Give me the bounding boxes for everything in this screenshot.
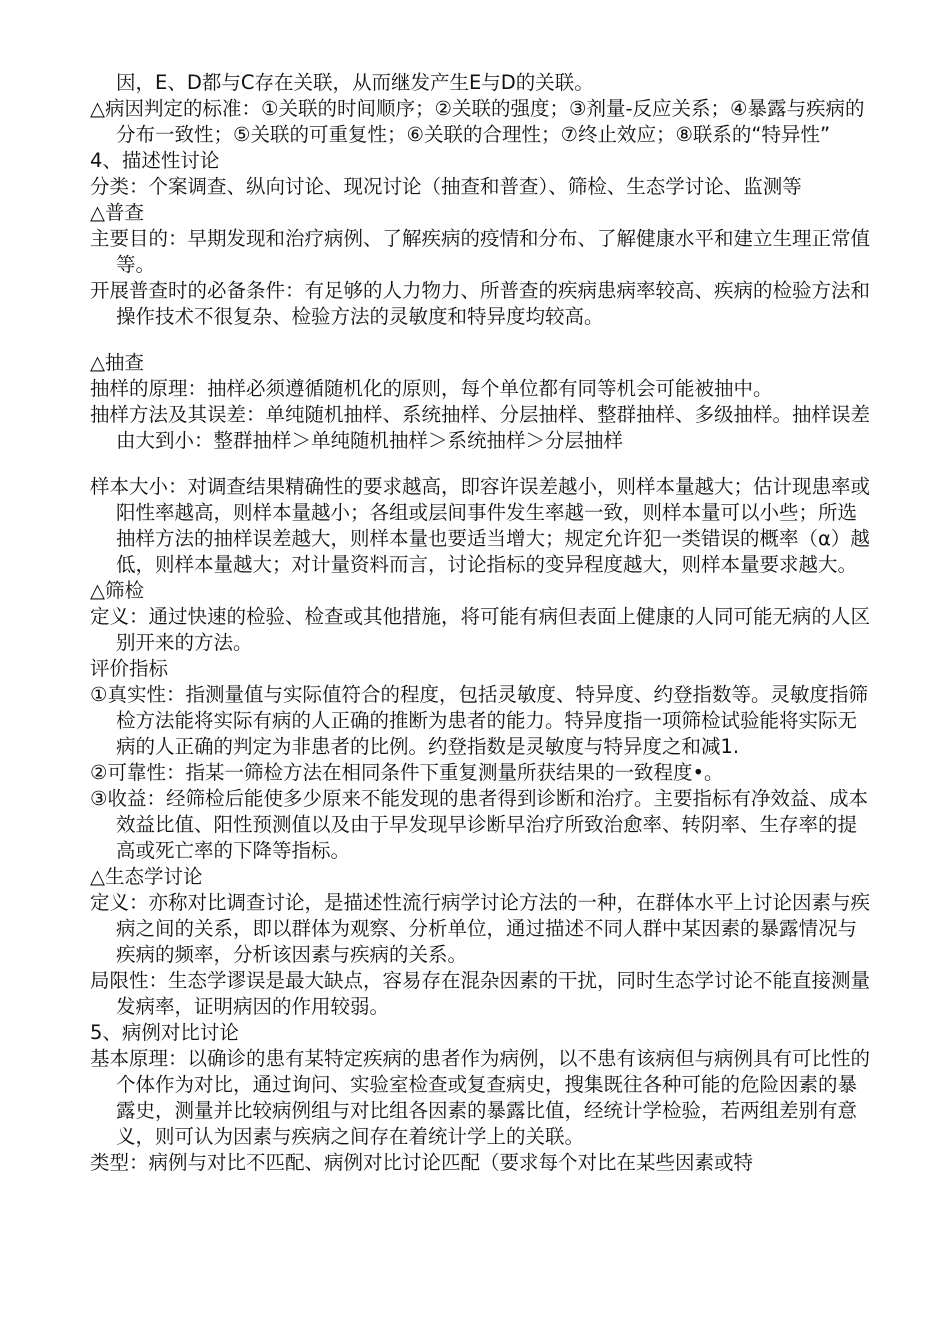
paragraph: 因，E、D都与C存在关联，从而继发产生E与D的关联。 <box>116 71 594 94</box>
section-heading: △筛检 <box>90 579 144 602</box>
section-heading: 5、病例对比讨论 <box>90 1021 239 1044</box>
paragraph: 局限性：生态学谬误是最大缺点，容易存在混杂因素的干扰，同时生态学讨论不能直接测量发病率，证明病因的作用较弱。 <box>90 969 871 1018</box>
document-page <box>90 70 870 1176</box>
paragraph: 样本大小：对调查结果精确性的要求越高，即容许误差越小，则样本量越大；估计现患率或阳性率越高，则样本量越小；各组或层间事件发生率越一致，则样本量可以小些；所选抽样方法的抽样误差越大，则样本量也要适当增大；规定允许犯一类错误的概率（α）越低，则样本量越大；对计量资料而言，讨论指标的变异程度越大，则样本量要求越大。 <box>90 475 871 576</box>
paragraph: ①真实性：指测量值与实际值符合的程度，包括灵敏度、特异度、约登指数等。灵敏度指筛检方法能将实际有病的人正确的推断为患者的能力。特异度指一项筛检试验能将实际无病的人正确的判定为非患者的比例。约登指数是灵敏度与特异度之和减1. <box>90 683 868 758</box>
section-heading: △抽查 <box>90 351 144 374</box>
paragraph: 定义：通过快速的检验、检查或其他措施，将可能有病但表面上健康的人同可能无病的人区别开来的方法。 <box>90 605 871 654</box>
paragraph: 基本原理：以确诊的患有某特定疾病的患者作为病例，以不患有该病但与病例具有可比性的个体作为对比，通过询问、实验室检查或复查病史，搜集既往各种可能的危险因素的暴露史，测量并比较病例组与对比组各因素的暴露比值，经统计学检验，若两组差别有意义，则可认为因素与疾病之间存在着统计学上的关联。 <box>90 1047 871 1148</box>
paragraph: 抽样方法及其误差：单纯随机抽样、系统抽样、分层抽样、整群抽样、多级抽样。抽样误差由大到小：整群抽样＞单纯随机抽样＞系统抽样＞分层抽样 <box>90 403 871 452</box>
paragraph: 定义：亦称对比调查讨论，是描述性流行病学讨论方法的一种，在群体水平上讨论因素与疾病之间的关系，即以群体为观察、分析单位，通过描述不同人群中某因素的暴露情况与疾病的频率，分析该因素与疾病的关系。 <box>90 891 871 966</box>
section-heading: 4、描述性讨论 <box>90 149 220 172</box>
paragraph: 开展普查时的必备条件：有足够的人力物力、所普查的疾病患病率较高、疾病的检验方法和操作技术不很复杂、检验方法的灵敏度和特异度均较高。 <box>90 279 871 328</box>
paragraph: 类型：病例与对比不匹配、病例对比讨论匹配（要求每个对比在某些因素或特 <box>90 1151 754 1174</box>
paragraph: △病因判定的标准：①关联的时间顺序；②关联的强度；③剂量-反应关系；④暴露与疾病的分布一致性；⑤关联的可重复性；⑥关联的合理性；⑦终止效应；⑧联系的“特异性” <box>90 97 865 146</box>
spacer <box>90 330 870 350</box>
paragraph: 分类：个案调查、纵向讨论、现况讨论（抽查和普查）、筛检、生态学讨论、监测等 <box>90 175 802 198</box>
paragraph: ②可靠性：指某一筛检方法在相同条件下重复测量所获结果的一致程度•。 <box>90 761 724 784</box>
section-heading: △生态学讨论 <box>90 865 203 888</box>
spacer <box>90 454 870 474</box>
section-heading: 评价指标 <box>90 657 169 680</box>
paragraph: ③收益：经筛检后能使多少原来不能发现的患者得到诊断和治疗。主要指标有净效益、成本效益比值、阳性预测值以及由于早发现早诊断早治疗所致治愈率、转阴率、生存率的提高或死亡率的下降等指标。 <box>90 787 868 862</box>
paragraph: 主要目的：早期发现和治疗病例、了解疾病的疫情和分布、了解健康水平和建立生理正常值等。 <box>90 227 871 276</box>
paragraph: 抽样的原理：抽样必须遵循随机化的原则，每个单位都有同等机会可能被抽中。 <box>90 377 773 400</box>
section-heading: △普查 <box>90 201 144 224</box>
